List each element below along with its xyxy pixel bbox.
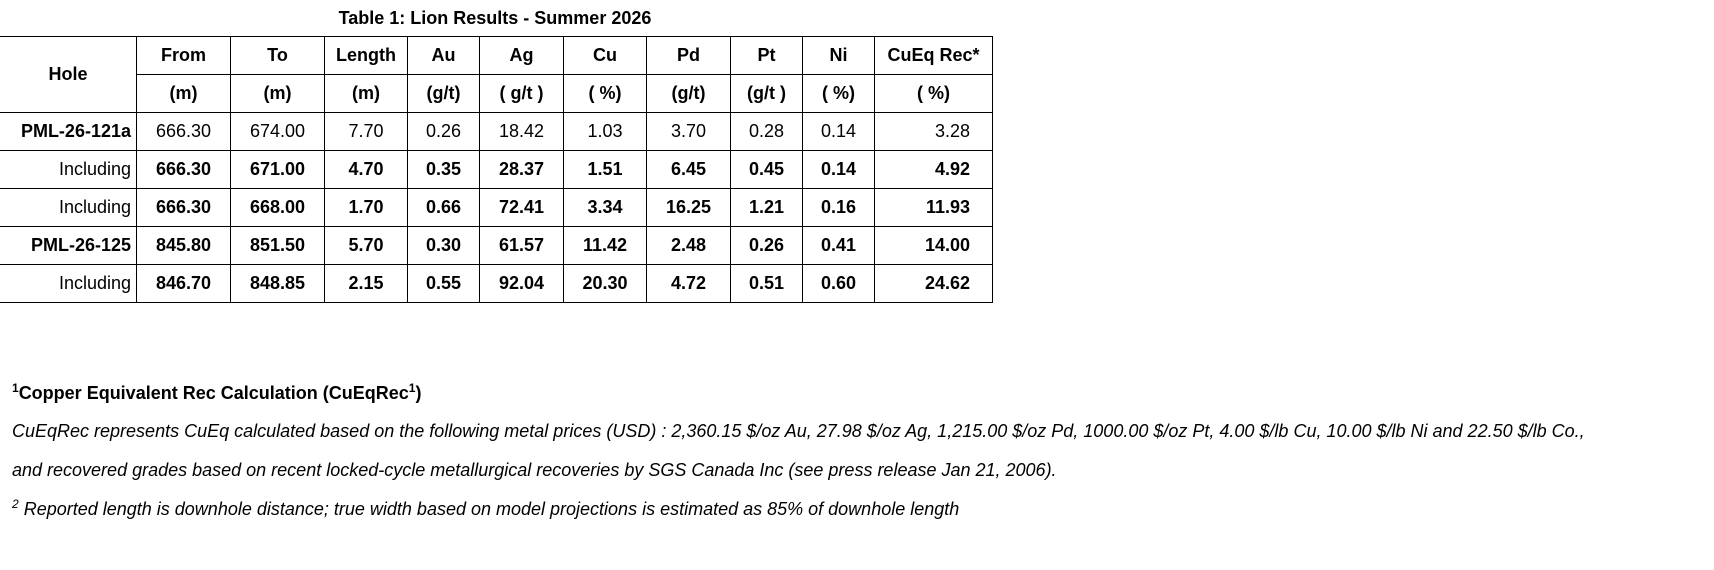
to-cell: 671.00 — [231, 151, 325, 189]
header-to: To — [231, 37, 325, 75]
cu-cell: 1.51 — [564, 151, 647, 189]
ag-cell: 61.57 — [480, 227, 564, 265]
to-cell: 851.50 — [231, 227, 325, 265]
unit-pd: (g/t) — [647, 75, 731, 113]
cu-cell: 20.30 — [564, 265, 647, 303]
heading-text: Copper Equivalent Rec Calculation (CuEqRec — [18, 383, 409, 403]
pt-cell: 0.45 — [731, 151, 803, 189]
cueq-cell: 24.62 — [875, 265, 993, 303]
header-au: Au — [408, 37, 480, 75]
au-cell: 0.26 — [408, 113, 480, 151]
pt-cell: 0.28 — [731, 113, 803, 151]
to-cell: 848.85 — [231, 265, 325, 303]
from-cell: 846.70 — [137, 265, 231, 303]
pd-cell: 2.48 — [647, 227, 731, 265]
pt-cell: 0.26 — [731, 227, 803, 265]
unit-cueq: ( %) — [875, 75, 993, 113]
cu-cell: 11.42 — [564, 227, 647, 265]
table-row — [0, 265, 993, 303]
header-cu: Cu — [564, 37, 647, 75]
results-table — [0, 36, 993, 303]
unit-ni: ( %) — [803, 75, 875, 113]
to-cell: 674.00 — [231, 113, 325, 151]
to-cell: 668.00 — [231, 189, 325, 227]
hole-cell: Including — [0, 265, 137, 303]
pd-cell: 6.45 — [647, 151, 731, 189]
heading-close: ) — [415, 383, 422, 403]
header-row-labels — [0, 37, 993, 75]
header-pd: Pd — [647, 37, 731, 75]
table-row — [0, 227, 993, 265]
au-cell: 0.35 — [408, 151, 480, 189]
table-row — [0, 113, 993, 151]
notes-heading — [12, 374, 1712, 412]
ag-cell: 18.42 — [480, 113, 564, 151]
footnote-text: Reported length is downhole distance; true width based on model projections is estimated as 85% of downhole length — [18, 499, 960, 519]
cu-cell: 1.03 — [564, 113, 647, 151]
au-cell: 0.30 — [408, 227, 480, 265]
length-cell: 2.15 — [325, 265, 408, 303]
heading-superscript: 1 — [12, 381, 19, 395]
notes-section — [12, 374, 1712, 529]
ni-cell: 0.41 — [803, 227, 875, 265]
from-cell: 666.30 — [137, 113, 231, 151]
pd-cell: 16.25 — [647, 189, 731, 227]
from-cell: 666.30 — [137, 151, 231, 189]
from-cell: 845.80 — [137, 227, 231, 265]
unit-length: (m) — [325, 75, 408, 113]
cu-cell: 3.34 — [564, 189, 647, 227]
hole-cell: PML-26-125 — [0, 227, 137, 265]
from-cell: 666.30 — [137, 189, 231, 227]
header-cueq-rec: CuEq Rec* — [875, 37, 993, 75]
header-pt: Pt — [731, 37, 803, 75]
cueq-cell: 4.92 — [875, 151, 993, 189]
header-ni: Ni — [803, 37, 875, 75]
header-hole: Hole — [0, 37, 137, 113]
hole-cell: Including — [0, 151, 137, 189]
ni-cell: 0.14 — [803, 151, 875, 189]
unit-cu: ( %) — [564, 75, 647, 113]
note-line-2: and recovered grades based on recent locked-cycle metallurgical recoveries by SGS Canada Inc (see press release Jan 21, 2006). — [12, 460, 1057, 480]
table-row — [0, 151, 993, 189]
header-ag: Ag — [480, 37, 564, 75]
length-cell: 4.70 — [325, 151, 408, 189]
heading-superscript-2: 1 — [408, 381, 416, 395]
note-line-1: CuEqRec represents CuEq calculated based on the following metal prices (USD) : 2,360.15 $/oz Au, 27.98 $/oz Ag, 1,215.00 $/oz Pd, 1000.00 $/oz Pt, 4.00 $/lb Cu, 10.00 $/lb Ni and 22.50 $/lb Co., — [12, 421, 1585, 441]
header-from: From — [137, 37, 231, 75]
header-row-units — [0, 75, 993, 113]
ni-cell: 0.60 — [803, 265, 875, 303]
unit-pt: (g/t ) — [731, 75, 803, 113]
footnote-superscript: 2 — [12, 497, 19, 511]
header-length: Length — [325, 37, 408, 75]
unit-ag: ( g/t ) — [480, 75, 564, 113]
table-title: Table 1: Lion Results - Summer 2026 — [338, 8, 652, 28]
au-cell: 0.66 — [408, 189, 480, 227]
unit-to: (m) — [231, 75, 325, 113]
unit-au: (g/t) — [408, 75, 480, 113]
ag-cell: 72.41 — [480, 189, 564, 227]
cueq-cell: 14.00 — [875, 227, 993, 265]
table-row — [0, 189, 993, 227]
footnote-line — [12, 490, 1712, 529]
pt-cell: 0.51 — [731, 265, 803, 303]
ag-cell: 28.37 — [480, 151, 564, 189]
au-cell: 0.55 — [408, 265, 480, 303]
length-cell: 1.70 — [325, 189, 408, 227]
hole-cell: Including — [0, 189, 137, 227]
ni-cell: 0.14 — [803, 113, 875, 151]
length-cell: 7.70 — [325, 113, 408, 151]
pd-cell: 3.70 — [647, 113, 731, 151]
unit-from: (m) — [137, 75, 231, 113]
length-cell: 5.70 — [325, 227, 408, 265]
hole-cell: PML-26-121a — [0, 113, 137, 151]
cueq-cell: 3.28 — [875, 113, 993, 151]
pd-cell: 4.72 — [647, 265, 731, 303]
pt-cell: 1.21 — [731, 189, 803, 227]
ni-cell: 0.16 — [803, 189, 875, 227]
cueq-cell: 11.93 — [875, 189, 993, 227]
ag-cell: 92.04 — [480, 265, 564, 303]
